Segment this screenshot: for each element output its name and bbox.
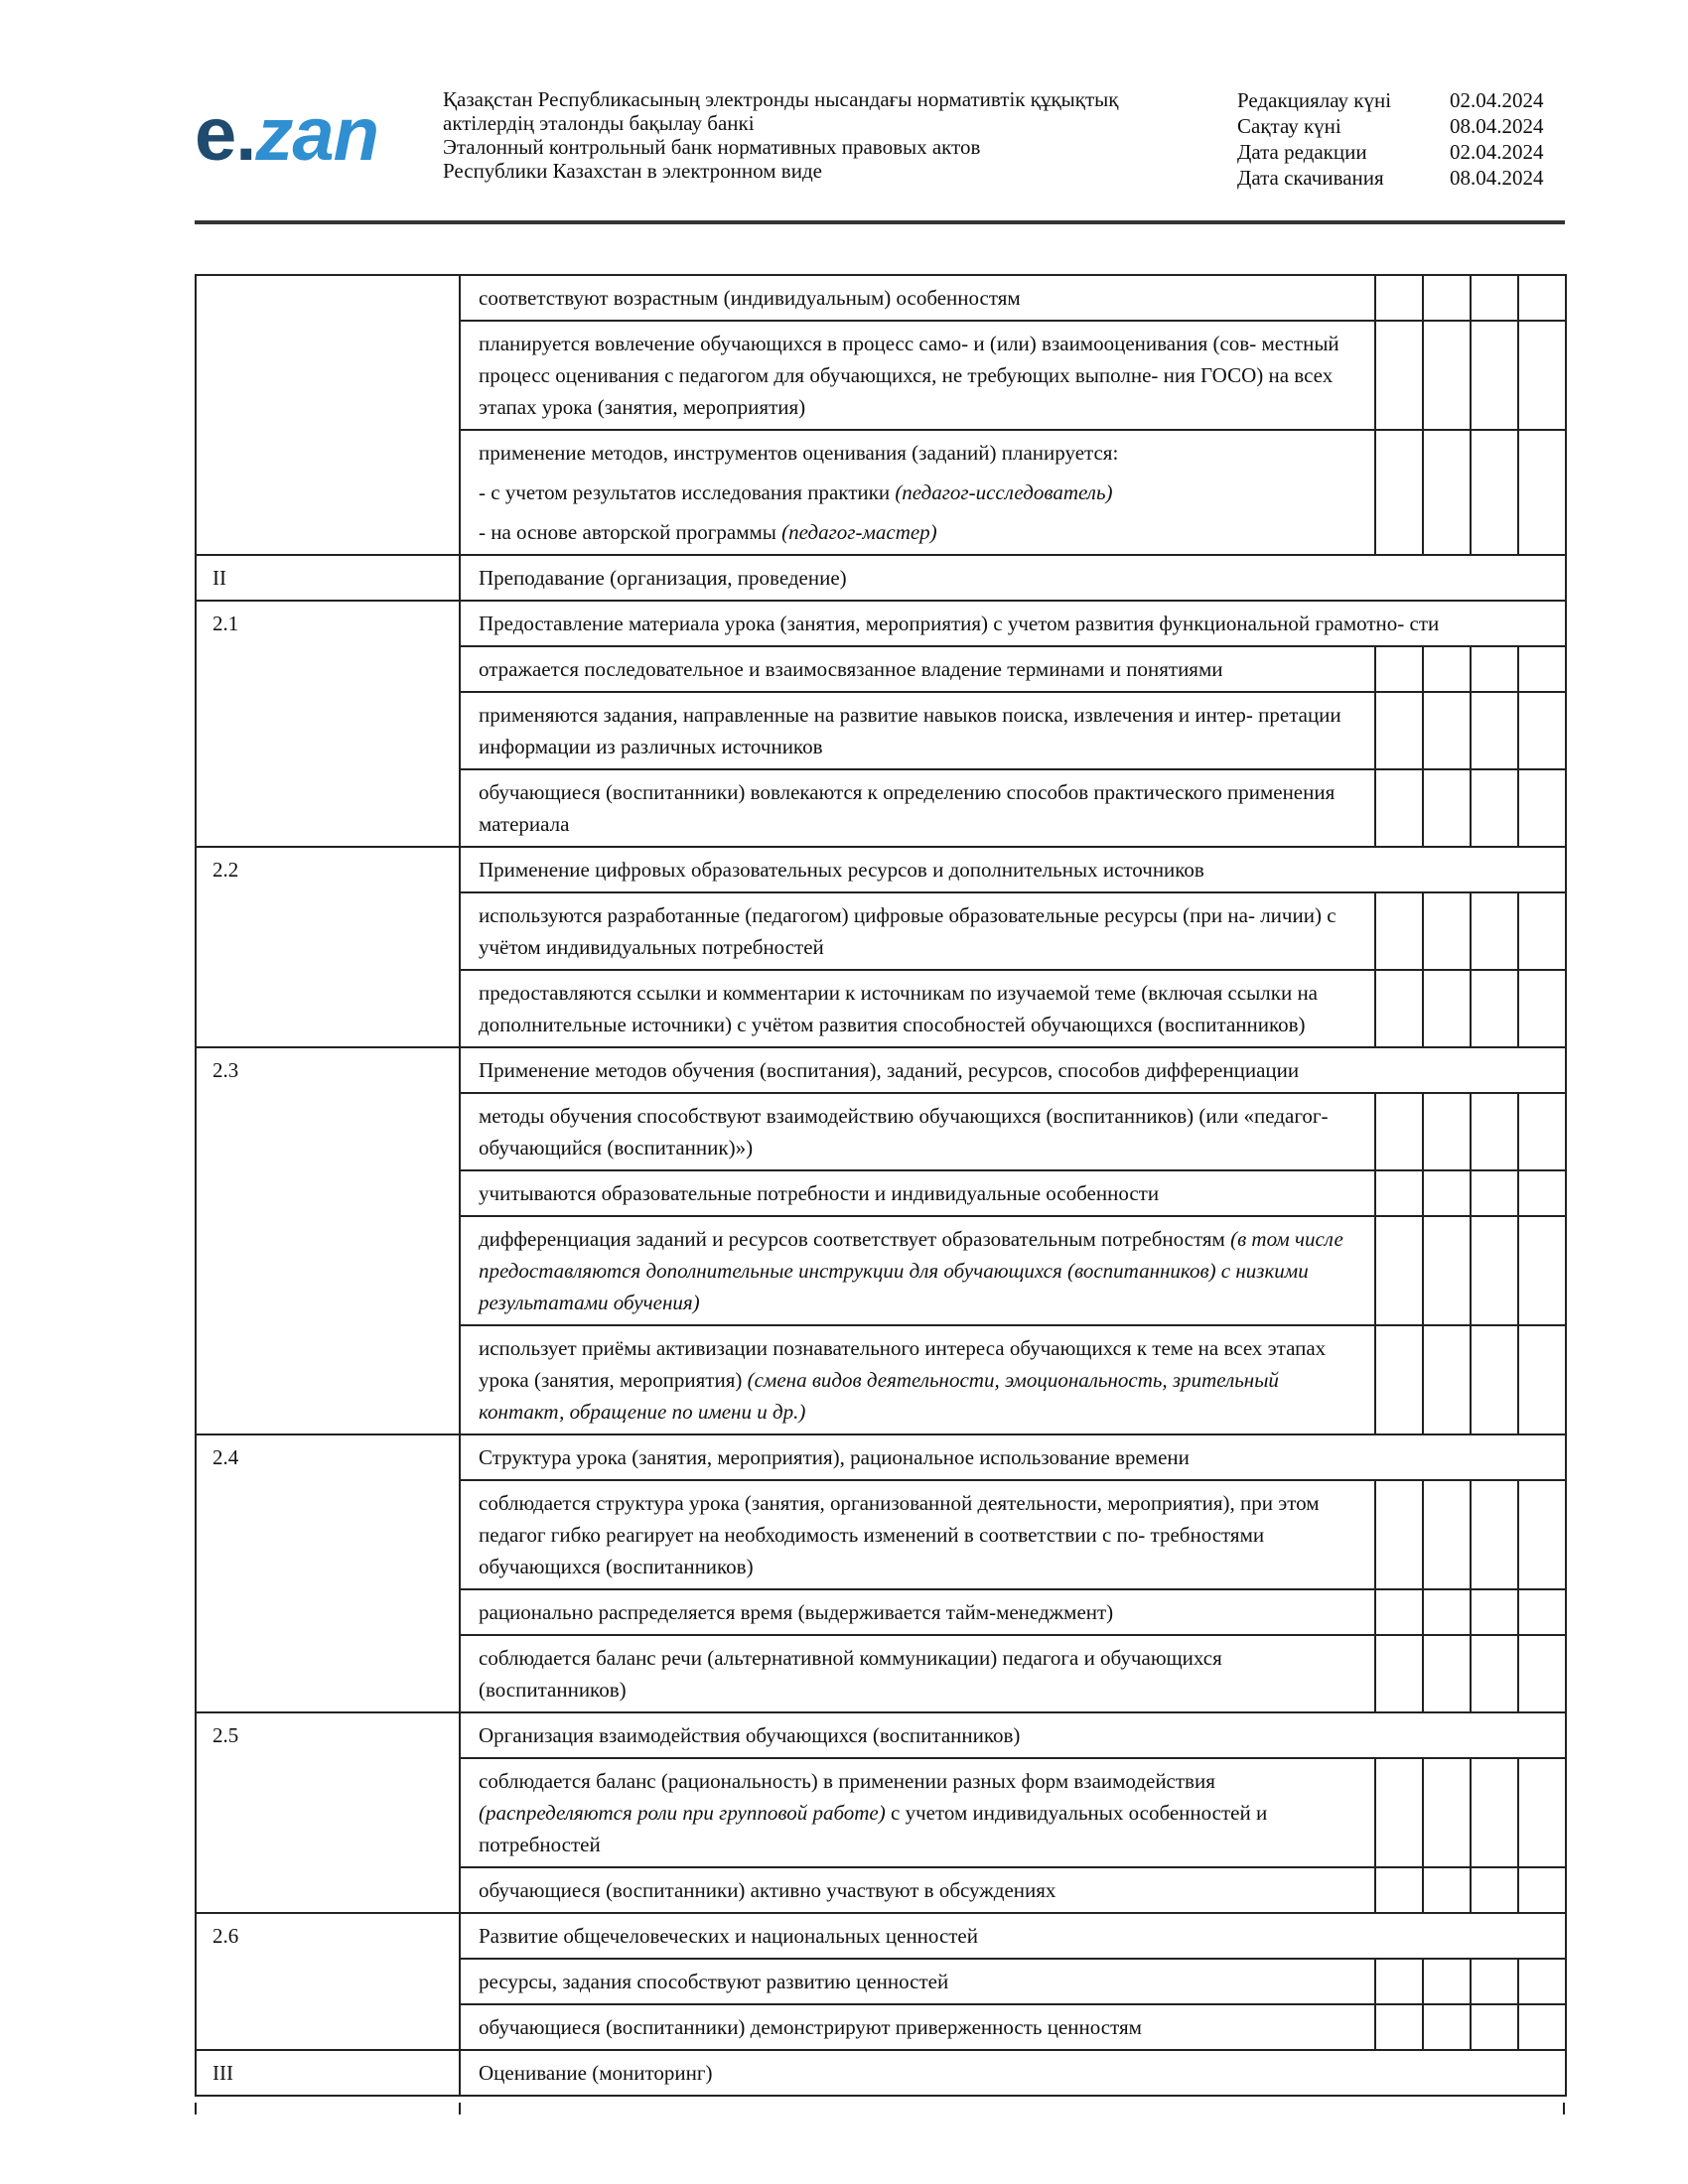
score-checkbox-cell[interactable] bbox=[1518, 1635, 1566, 1712]
score-checkbox-cell[interactable] bbox=[1471, 1635, 1518, 1712]
criterion-paragraph bbox=[479, 1332, 1360, 1428]
section-number-cell: III bbox=[196, 2050, 460, 2096]
score-checkbox-cell[interactable] bbox=[1375, 646, 1423, 692]
score-checkbox-cell[interactable] bbox=[1471, 692, 1518, 769]
criterion-text-cell bbox=[460, 1635, 1375, 1712]
header-date-row bbox=[1237, 87, 1559, 113]
score-checkbox-cell[interactable] bbox=[1375, 1216, 1423, 1325]
criterion-text-cell bbox=[460, 769, 1375, 847]
section-number-cell: 2.1 bbox=[196, 601, 460, 847]
header-date-row bbox=[1237, 139, 1559, 165]
score-checkbox-cell[interactable] bbox=[1471, 1216, 1518, 1325]
score-checkbox-cell[interactable] bbox=[1375, 1959, 1423, 2004]
section-row bbox=[196, 2050, 1566, 2096]
score-checkbox-cell[interactable] bbox=[1375, 970, 1423, 1047]
criterion-text: обучающиеся (воспитанники) активно участвуют в обсуждениях bbox=[479, 1878, 1056, 1902]
score-checkbox-cell[interactable] bbox=[1471, 1093, 1518, 1170]
score-checkbox-cell[interactable] bbox=[1423, 1216, 1471, 1325]
criterion-paragraph bbox=[479, 776, 1360, 840]
header-title-line: актілердің эталонды бақылау банкі bbox=[443, 111, 755, 135]
criterion-paragraph bbox=[479, 1874, 1360, 1906]
criterion-note-italic: (в том числе предоставляются дополнительные инструкции для обучающихся (воспитанников) с низкими результатами обучения) bbox=[479, 1227, 1343, 1314]
criterion-text: предоставляются ссылки и комментарии к источникам по изучаемой теме (включая ссылки на дополнительные источники) с учётом развития способностей обучающихся (воспитанников) bbox=[479, 981, 1319, 1036]
criterion-note-italic: (смена видов деятельности, эмоциональность, зрительный контакт, обращение по имени и др.) bbox=[479, 1368, 1279, 1424]
score-checkbox-cell[interactable] bbox=[1375, 1867, 1423, 1913]
section-number-cell: 2.4 bbox=[196, 1434, 460, 1712]
criterion-text-cell bbox=[460, 1480, 1375, 1589]
section-title-cell: Организация взаимодействия обучающихся (воспитанников) bbox=[460, 1712, 1566, 1758]
date-value: 08.04.2024 bbox=[1450, 114, 1544, 138]
criterion-text: соблюдается баланс (рациональность) в применении разных форм взаимодействия bbox=[479, 1769, 1215, 1793]
score-checkbox-cell[interactable] bbox=[1423, 892, 1471, 970]
score-checkbox-cell[interactable] bbox=[1518, 1959, 1566, 2004]
criterion-text-cell bbox=[460, 1325, 1375, 1434]
criterion-paragraph bbox=[479, 1487, 1360, 1582]
section-number-cell: 2.3 bbox=[196, 1047, 460, 1434]
score-checkbox-cell[interactable] bbox=[1518, 1867, 1566, 1913]
criterion-text-cell bbox=[460, 1589, 1375, 1635]
criterion-paragraph bbox=[479, 1177, 1360, 1209]
section-number-cell: 2.2 bbox=[196, 847, 460, 1047]
criterion-text: ресурсы, задания способствуют развитию ценностей bbox=[479, 1970, 949, 1993]
table-continuation-mark bbox=[459, 2103, 461, 2115]
score-checkbox-cell[interactable] bbox=[1518, 321, 1566, 430]
section-title-cell: Предоставление материала урока (занятия, мероприятия) с учетом развития функциональной грамотно- сти bbox=[460, 601, 1566, 646]
score-checkbox-cell[interactable] bbox=[1423, 1959, 1471, 2004]
date-label: Дата скачивания bbox=[1237, 166, 1384, 190]
table-continuation-mark bbox=[195, 2103, 197, 2115]
criterion-text: - с учетом результатов исследования практики bbox=[479, 480, 896, 504]
criterion-text: обучающиеся (воспитанники) вовлекаются к определению способов практического применения материала bbox=[479, 780, 1336, 836]
score-checkbox-cell[interactable] bbox=[1423, 275, 1471, 321]
section-number-cell: 2.5 bbox=[196, 1712, 460, 1913]
score-checkbox-cell[interactable] bbox=[1375, 1170, 1423, 1216]
header-title bbox=[443, 87, 1197, 183]
criterion-text-cell bbox=[460, 1216, 1375, 1325]
criterion-text: используются разработанные (педагогом) цифровые образовательные ресурсы (при на- личии) с учётом индивидуальных потребностей bbox=[479, 903, 1336, 959]
score-checkbox-cell[interactable] bbox=[1423, 1325, 1471, 1434]
criterion-text-cell bbox=[460, 321, 1375, 430]
criterion-note-italic: (педагог-мастер) bbox=[781, 520, 937, 544]
score-checkbox-cell[interactable] bbox=[1375, 1758, 1423, 1867]
criterion-text: - на основе авторской программы bbox=[479, 520, 782, 544]
criterion-text-cell bbox=[460, 430, 1375, 555]
table-continuation-mark bbox=[1563, 2103, 1565, 2115]
section-row bbox=[196, 555, 1566, 601]
logo-letter-e: e bbox=[195, 92, 236, 177]
score-checkbox-cell[interactable] bbox=[1471, 892, 1518, 970]
criterion-paragraph bbox=[479, 1765, 1360, 1860]
criterion-text: учитываются образовательные потребности и индивидуальные особенности bbox=[479, 1181, 1160, 1205]
score-checkbox-cell[interactable] bbox=[1375, 1635, 1423, 1712]
score-checkbox-cell[interactable] bbox=[1423, 1635, 1471, 1712]
score-checkbox-cell[interactable] bbox=[1471, 1480, 1518, 1589]
score-checkbox-cell[interactable] bbox=[1375, 1589, 1423, 1635]
section-row bbox=[196, 1712, 1566, 1758]
date-value: 02.04.2024 bbox=[1450, 88, 1544, 112]
section-title-cell: Оценивание (мониторинг) bbox=[460, 2050, 1566, 2096]
header-divider bbox=[195, 220, 1565, 224]
section-row bbox=[196, 847, 1566, 892]
ezan-logo[interactable] bbox=[195, 92, 379, 177]
score-checkbox-cell[interactable] bbox=[1423, 970, 1471, 1047]
score-checkbox-cell[interactable] bbox=[1375, 1480, 1423, 1589]
score-checkbox-cell[interactable] bbox=[1423, 430, 1471, 555]
criterion-paragraph bbox=[479, 282, 1360, 314]
header-title-line: Қазақстан Республикасының электронды нысандағы нормативтік құқықтық bbox=[443, 87, 1119, 111]
score-checkbox-cell[interactable] bbox=[1518, 1758, 1566, 1867]
section-title-cell: Применение цифровых образовательных ресурсов и дополнительных источников bbox=[460, 847, 1566, 892]
score-checkbox-cell[interactable] bbox=[1471, 1170, 1518, 1216]
score-checkbox-cell[interactable] bbox=[1518, 769, 1566, 847]
criterion-paragraph bbox=[479, 899, 1360, 963]
criterion-text-cell bbox=[460, 970, 1375, 1047]
date-value: 02.04.2024 bbox=[1450, 140, 1544, 164]
criterion-paragraph bbox=[479, 1223, 1360, 1318]
criterion-paragraph bbox=[479, 328, 1360, 423]
section-number-cell bbox=[196, 275, 460, 555]
score-checkbox-cell[interactable] bbox=[1518, 892, 1566, 970]
score-checkbox-cell[interactable] bbox=[1375, 275, 1423, 321]
header-dates bbox=[1237, 87, 1559, 191]
section-title-cell: Структура урока (занятия, мероприятия), рациональное использование времени bbox=[460, 1434, 1566, 1480]
score-checkbox-cell[interactable] bbox=[1423, 1589, 1471, 1635]
criterion-paragraph bbox=[479, 977, 1360, 1040]
score-checkbox-cell[interactable] bbox=[1471, 275, 1518, 321]
criterion-text: соответствуют возрастным (индивидуальным) особенностям bbox=[479, 286, 1021, 310]
score-checkbox-cell[interactable] bbox=[1471, 1589, 1518, 1635]
score-checkbox-cell[interactable] bbox=[1471, 1867, 1518, 1913]
criterion-note-italic: (педагог-исследователь) bbox=[895, 480, 1113, 504]
score-checkbox-cell[interactable] bbox=[1471, 1758, 1518, 1867]
section-number-cell: II bbox=[196, 555, 460, 601]
criterion-text: планируется вовлечение обучающихся в процесс само- и (или) взаимооценивания (сов- местный процесс оценивания с педагогом для обучающихся, не требующих выполне- ния ГОСО) на всех этапах урока (занятия, мероприятия) bbox=[479, 332, 1339, 419]
criterion-text-cell bbox=[460, 2004, 1375, 2050]
criterion-text-cell bbox=[460, 1867, 1375, 1913]
score-checkbox-cell[interactable] bbox=[1423, 1170, 1471, 1216]
criterion-text-cell bbox=[460, 1758, 1375, 1867]
score-checkbox-cell[interactable] bbox=[1518, 2004, 1566, 2050]
criterion-text: рационально распределяется время (выдерживается тайм-менеджмент) bbox=[479, 1600, 1114, 1624]
score-checkbox-cell[interactable] bbox=[1423, 769, 1471, 847]
criterion-paragraph bbox=[479, 1642, 1360, 1706]
criterion-text: дифференциация заданий и ресурсов соответствует образовательным потребностям bbox=[479, 1227, 1231, 1251]
evaluation-table-container bbox=[195, 274, 1565, 2097]
score-checkbox-cell[interactable] bbox=[1423, 1867, 1471, 1913]
header-title-line: Эталонный контрольный банк нормативных правовых актов bbox=[443, 135, 981, 159]
score-checkbox-cell[interactable] bbox=[1471, 1959, 1518, 2004]
criterion-text-cell bbox=[460, 646, 1375, 692]
score-checkbox-cell[interactable] bbox=[1375, 892, 1423, 970]
section-row bbox=[196, 1913, 1566, 1959]
criterion-paragraph bbox=[479, 437, 1360, 469]
logo-dot: . bbox=[235, 92, 256, 177]
score-checkbox-cell[interactable] bbox=[1518, 646, 1566, 692]
section-row bbox=[196, 1047, 1566, 1093]
date-label: Сақтау күні bbox=[1237, 114, 1341, 138]
date-label: Редакциялау күні bbox=[1237, 88, 1392, 112]
criterion-text: обучающиеся (воспитанники) демонстрируют приверженность ценностям bbox=[479, 2015, 1142, 2039]
evaluation-criteria-table bbox=[195, 274, 1567, 2097]
date-value: 08.04.2024 bbox=[1450, 166, 1544, 190]
section-row bbox=[196, 601, 1566, 646]
score-checkbox-cell[interactable] bbox=[1471, 1325, 1518, 1434]
criterion-text-cell bbox=[460, 892, 1375, 970]
score-checkbox-cell[interactable] bbox=[1375, 1325, 1423, 1434]
score-checkbox-cell[interactable] bbox=[1471, 430, 1518, 555]
score-checkbox-cell[interactable] bbox=[1518, 1480, 1566, 1589]
score-checkbox-cell[interactable] bbox=[1518, 1093, 1566, 1170]
criterion-text: соблюдается структура урока (занятия, организованной деятельности, мероприятия), при этом педагог гибко реагирует на необходимость изменений в соответствии с по- требностями обучающихся (воспитанников) bbox=[479, 1491, 1320, 1578]
score-checkbox-cell[interactable] bbox=[1375, 2004, 1423, 2050]
score-checkbox-cell[interactable] bbox=[1423, 692, 1471, 769]
criterion-paragraph bbox=[479, 1100, 1360, 1163]
score-checkbox-cell[interactable] bbox=[1375, 692, 1423, 769]
score-checkbox-cell[interactable] bbox=[1518, 1216, 1566, 1325]
criterion-text: с учетом индивидуальных особенностей и потребностей bbox=[479, 1801, 1268, 1856]
score-checkbox-cell[interactable] bbox=[1471, 769, 1518, 847]
section-title-cell: Преподавание (организация, проведение) bbox=[460, 555, 1566, 601]
criterion-paragraph bbox=[479, 653, 1360, 685]
criterion-text: отражается последовательное и взаимосвязанное владение терминами и понятиями bbox=[479, 657, 1223, 681]
document-header bbox=[0, 0, 1688, 228]
section-row bbox=[196, 1434, 1566, 1480]
criterion-text: методы обучения способствуют взаимодействию обучающихся (воспитанников) (или «педагог-обучающийся (воспитанник)») bbox=[479, 1104, 1329, 1160]
score-checkbox-cell[interactable] bbox=[1518, 692, 1566, 769]
score-checkbox-cell[interactable] bbox=[1423, 1480, 1471, 1589]
criterion-note-italic: (распределяются роли при групповой работе) bbox=[479, 1801, 886, 1825]
score-checkbox-cell[interactable] bbox=[1423, 1758, 1471, 1867]
score-checkbox-cell[interactable] bbox=[1518, 1325, 1566, 1434]
section-title-cell: Развитие общечеловеческих и национальных ценностей bbox=[460, 1913, 1566, 1959]
criterion-text-cell bbox=[460, 1093, 1375, 1170]
score-checkbox-cell[interactable] bbox=[1423, 646, 1471, 692]
criterion-text: использует приёмы активизации познавательного интереса обучающихся к теме на всех этапах урока (занятия, мероприятия) bbox=[479, 1336, 1327, 1392]
section-number-cell: 2.6 bbox=[196, 1913, 460, 2050]
score-checkbox-cell[interactable] bbox=[1518, 1589, 1566, 1635]
criterion-text: применение методов, инструментов оценивания (заданий) планируется: bbox=[479, 441, 1119, 465]
score-checkbox-cell[interactable] bbox=[1375, 321, 1423, 430]
criterion-paragraph bbox=[479, 516, 1360, 548]
criterion-paragraph bbox=[479, 1966, 1360, 1997]
criterion-paragraph bbox=[479, 699, 1360, 762]
score-checkbox-cell[interactable] bbox=[1518, 970, 1566, 1047]
criterion-text: применяются задания, направленные на развитие навыков поиска, извлечения и интер- претации информации из различных источников bbox=[479, 703, 1341, 758]
score-checkbox-cell[interactable] bbox=[1518, 430, 1566, 555]
score-checkbox-cell[interactable] bbox=[1423, 321, 1471, 430]
logo-word-zan: zan bbox=[255, 92, 379, 177]
score-checkbox-cell[interactable] bbox=[1471, 646, 1518, 692]
criterion-text-cell bbox=[460, 275, 1375, 321]
score-checkbox-cell[interactable] bbox=[1375, 430, 1423, 555]
score-checkbox-cell[interactable] bbox=[1375, 769, 1423, 847]
score-checkbox-cell[interactable] bbox=[1375, 1093, 1423, 1170]
criterion-paragraph bbox=[479, 477, 1360, 508]
header-date-row bbox=[1237, 113, 1559, 139]
header-date-row bbox=[1237, 165, 1559, 191]
criterion-text-cell bbox=[460, 692, 1375, 769]
criterion-paragraph bbox=[479, 1596, 1360, 1628]
criterion-text-cell bbox=[460, 1959, 1375, 2004]
header-title-line: Республики Казахстан в электронном виде bbox=[443, 159, 822, 183]
criterion-paragraph bbox=[479, 2011, 1360, 2043]
date-label: Дата редакции bbox=[1237, 140, 1367, 164]
criterion-text-cell bbox=[460, 1170, 1375, 1216]
score-checkbox-cell[interactable] bbox=[1471, 321, 1518, 430]
criterion-row bbox=[196, 275, 1566, 321]
score-checkbox-cell[interactable] bbox=[1471, 2004, 1518, 2050]
section-title-cell: Применение методов обучения (воспитания), заданий, ресурсов, способов дифференциации bbox=[460, 1047, 1566, 1093]
score-checkbox-cell[interactable] bbox=[1423, 2004, 1471, 2050]
score-checkbox-cell[interactable] bbox=[1423, 1093, 1471, 1170]
score-checkbox-cell[interactable] bbox=[1471, 970, 1518, 1047]
score-checkbox-cell[interactable] bbox=[1518, 1170, 1566, 1216]
criterion-text: соблюдается баланс речи (альтернативной коммуникации) педагога и обучающихся (воспитанников) bbox=[479, 1646, 1222, 1702]
score-checkbox-cell[interactable] bbox=[1518, 275, 1566, 321]
